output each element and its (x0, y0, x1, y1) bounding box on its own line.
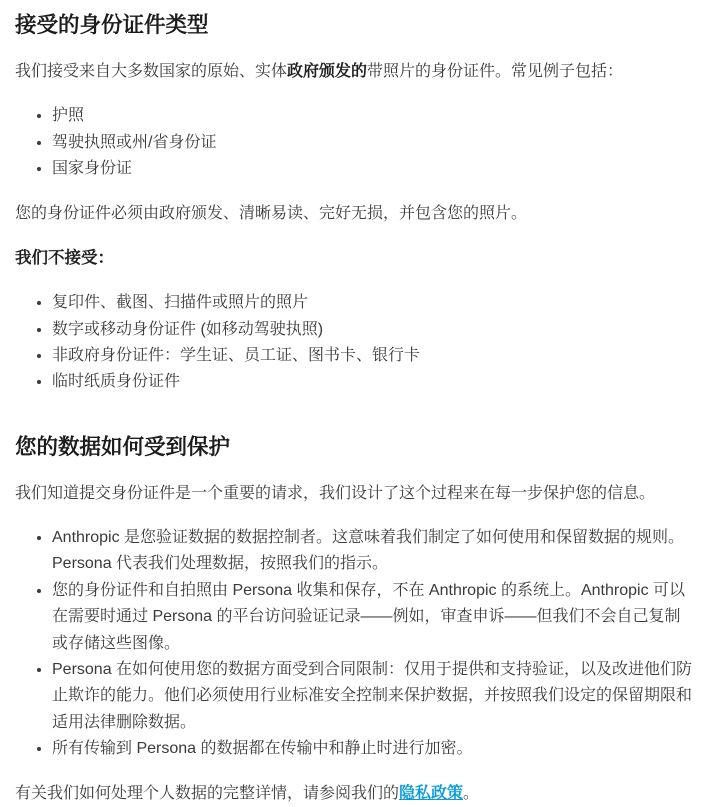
list-item-digital-mobile-id: • 数字或移动身份证件 (如移动驾驶执照) (52, 317, 695, 343)
accepted-intro-paragraph (15, 59, 695, 85)
list-item-anthropic-data-controller: • Anthropic 是您验证数据的数据控制者。这意味着我们制定了如何使用和保留数据的规则。Persona 代表我们处理数据，按照我们的指示。 (52, 525, 695, 578)
data-protection-heading: 您的数据如何受到保护 (15, 434, 231, 459)
list-item-persona-storage: • 您的身份证件和自拍照由 Persona 收集和保存，不在 Anthropic 的系统上。Anthropic 可以在需要时通过 Persona 的平台访问验证记录——例如，审查申诉——但我们不会自己复制或存储这些图像。 (52, 578, 695, 657)
list-item-passport: • 护照 (52, 103, 695, 129)
list-item-encryption: • 所有传输到 Persona 的数据都在传输中和静止时进行加密。 (52, 736, 695, 762)
data-protection-list (15, 525, 695, 763)
accepted-intro-suffix: 带照片的身份证件。常见例子包括： (367, 62, 624, 80)
privacy-footer-suffix: 。 (463, 784, 480, 802)
not-accepted-list (15, 290, 695, 396)
accepted-intro-bold-government-issued: 政府颁发的 (287, 62, 368, 80)
privacy-footer-paragraph (15, 781, 695, 807)
not-accepted-label: 我们不接受： (15, 248, 114, 267)
privacy-footer-prefix: 有关我们如何处理个人数据的完整详情，请参阅我们的 (15, 784, 400, 802)
list-item-copies-screenshots: • 复印件、截图、扫描件或照片的照片 (52, 290, 695, 316)
accepted-intro-prefix: 我们接受来自大多数国家的原始、实体 (15, 62, 288, 80)
list-item-non-government-id: • 非政府身份证件：学生证、员工证、图书卡、银行卡 (52, 343, 695, 369)
accepted-id-list (15, 103, 695, 182)
list-item-persona-contract-limits: • Persona 在如何使用您的数据方面受到合同限制：仅用于提供和支持验证，以及改进他们防止欺诈的能力。他们必须使用行业标准安全控制来保护数据，并按照我们设定的保留期限和适用法律删除数据。 (52, 657, 695, 736)
id-requirement-paragraph: 您的身份证件必须由政府颁发、清晰易读、完好无损，并包含您的照片。 (15, 204, 528, 222)
accepted-id-types-heading: 接受的身份证件类型 (15, 13, 209, 37)
list-item-national-id: • 国家身份证 (52, 156, 695, 182)
privacy-policy-link[interactable]: 隐私政策 (399, 784, 464, 802)
list-item-drivers-license: • 驾驶执照或州/省身份证 (52, 130, 695, 156)
list-item-temporary-paper-id: • 临时纸质身份证件 (52, 369, 695, 395)
data-protection-intro-paragraph: 我们知道提交身份证件是一个重要的请求，我们设计了这个过程来在每一步保护您的信息。 (15, 484, 656, 502)
